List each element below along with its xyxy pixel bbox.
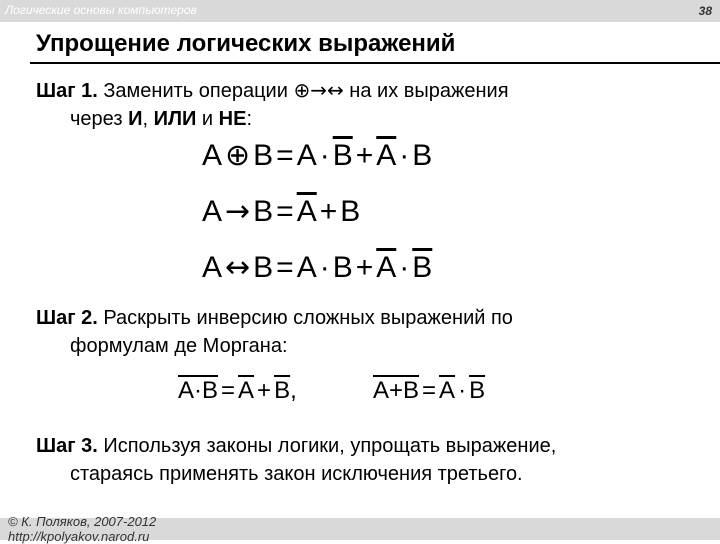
negated-term: $\overline{A}$ xyxy=(376,251,397,284)
comma-text: , xyxy=(142,108,154,130)
plus-operator: + xyxy=(257,377,272,404)
term: B xyxy=(412,139,433,172)
equals-sign: = xyxy=(221,377,236,404)
demorgan-left xyxy=(178,377,297,405)
step-3-text: Используя законы логики, упрощать выражение, xyxy=(97,435,557,457)
formula-xor xyxy=(202,138,432,173)
equals-sign: = xyxy=(276,139,294,172)
title-underline xyxy=(30,62,720,64)
term: B xyxy=(340,195,361,228)
term: A xyxy=(296,139,317,172)
negated-term: A·B xyxy=(178,377,219,404)
plus-operator: + xyxy=(319,195,338,228)
header-bar xyxy=(0,0,720,22)
equals-sign: = xyxy=(276,251,294,284)
xor-symbol: ⊕ xyxy=(225,138,251,173)
term: A xyxy=(202,251,223,284)
step-2 xyxy=(36,304,676,360)
step-1-line2-a: через xyxy=(70,108,129,130)
term: B xyxy=(332,251,353,284)
slide-title: Упрощение логических выражений xyxy=(36,30,456,57)
equals-sign: = xyxy=(422,377,437,404)
term: A xyxy=(202,139,223,172)
or-word: ИЛИ xyxy=(153,108,197,130)
colon-text: : xyxy=(246,108,253,130)
negated-term: $\overline{A}$ xyxy=(439,377,456,404)
term: B xyxy=(253,139,274,172)
implication-symbol: → xyxy=(225,194,251,229)
dot-operator: · xyxy=(319,139,330,172)
conjunction-text: и xyxy=(196,108,219,130)
dot-operator: · xyxy=(319,251,330,284)
step-2-label: Шаг 2. xyxy=(36,307,98,329)
step-1-text-b: на их выражения xyxy=(343,80,509,102)
negated-term: $\overline{A}$ xyxy=(238,377,255,404)
negated-term: $\overline{A}$ xyxy=(376,139,397,172)
negated-term: $\overline{B}$ xyxy=(332,139,353,172)
not-word: НЕ xyxy=(218,108,247,130)
step-1 xyxy=(36,76,676,133)
step-3-line2: стараясь применять закон исключения третьего. xyxy=(70,463,523,485)
negated-term: A+B xyxy=(373,377,420,404)
step-3-label: Шаг 3. xyxy=(36,435,98,457)
term: A xyxy=(202,195,223,228)
plus-operator: + xyxy=(355,139,374,172)
plus-operator: + xyxy=(355,251,374,284)
and-word: И xyxy=(128,108,143,130)
term: B xyxy=(253,251,274,284)
negated-term: $\overline{B}$ xyxy=(274,377,291,404)
term: A xyxy=(296,251,317,284)
term: B xyxy=(253,195,274,228)
dot-operator: · xyxy=(399,139,410,172)
step-2-line2: формулам де Моргана: xyxy=(70,335,288,357)
footer-copyright: © К. Поляков, 2007-2012 xyxy=(8,514,157,529)
negated-term: $\overline{B}$ xyxy=(469,377,486,404)
demorgan-right xyxy=(373,377,485,405)
page-number: 38 xyxy=(698,4,712,18)
step-1-label: Шаг 1. xyxy=(36,80,98,102)
formula-equivalence xyxy=(202,250,432,285)
equals-sign: = xyxy=(276,195,294,228)
operations-symbols: ⊕→↔ xyxy=(293,78,344,102)
negated-term: $\overline{A}$ xyxy=(296,195,317,228)
comma-text: , xyxy=(290,377,297,404)
dot-operator: · xyxy=(458,377,467,404)
step-2-text: Раскрыть инверсию сложных выражений по xyxy=(97,307,513,329)
formula-implication xyxy=(202,194,360,229)
footer-url: http://kpolyakov.narod.ru xyxy=(8,529,150,544)
course-title: Логические основы компьютеров xyxy=(5,3,197,17)
dot-operator: · xyxy=(399,251,410,284)
step-1-text-a: Заменить операции xyxy=(97,80,294,102)
negated-term: $\overline{B}$ xyxy=(412,251,433,284)
equivalence-symbol: ↔ xyxy=(225,250,251,285)
step-3 xyxy=(36,432,676,488)
